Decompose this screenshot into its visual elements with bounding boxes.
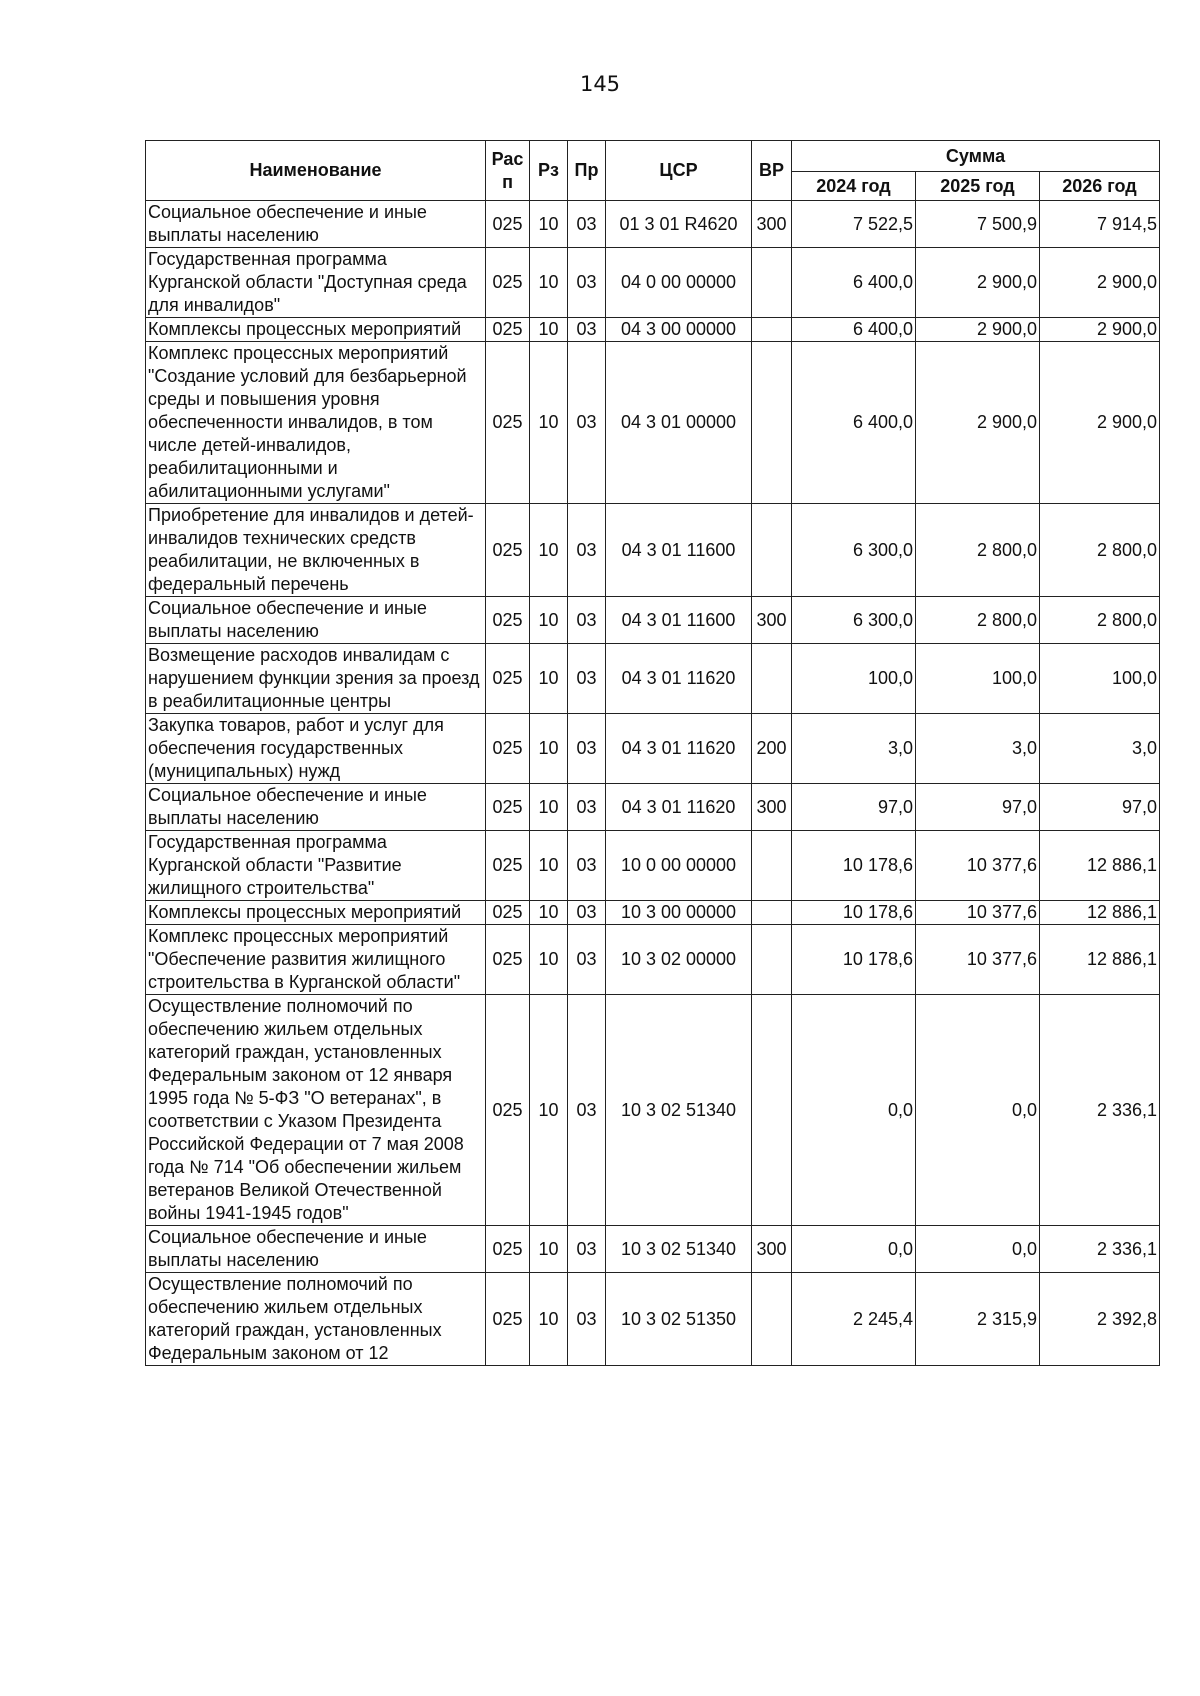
cell-csr: 04 3 01 00000 (606, 342, 752, 504)
cell-2025: 0,0 (916, 1226, 1040, 1273)
cell-2024: 0,0 (792, 995, 916, 1226)
cell-rz: 10 (530, 201, 568, 248)
cell-name: Социальное обеспечение и иные выплаты населению (146, 784, 486, 831)
cell-2026: 2 900,0 (1040, 248, 1160, 318)
cell-name: Социальное обеспечение и иные выплаты населению (146, 597, 486, 644)
cell-2024: 10 178,6 (792, 925, 916, 995)
cell-rasp: 025 (486, 342, 530, 504)
cell-2025: 2 315,9 (916, 1273, 1040, 1366)
cell-pr: 03 (568, 644, 606, 714)
cell-vr (752, 342, 792, 504)
cell-pr: 03 (568, 504, 606, 597)
cell-pr: 03 (568, 901, 606, 925)
cell-name: Социальное обеспечение и иные выплаты населению (146, 201, 486, 248)
cell-2026: 3,0 (1040, 714, 1160, 784)
cell-2024: 6 300,0 (792, 504, 916, 597)
cell-pr: 03 (568, 714, 606, 784)
cell-name: Осуществление полномочий по обеспечению жильем отдельных категорий граждан, установленных Федеральным законом от 12 (146, 1273, 486, 1366)
cell-rasp: 025 (486, 318, 530, 342)
cell-rasp: 025 (486, 901, 530, 925)
cell-2025: 7 500,9 (916, 201, 1040, 248)
cell-2025: 2 900,0 (916, 248, 1040, 318)
table-row (146, 201, 1160, 248)
cell-rasp: 025 (486, 504, 530, 597)
cell-csr: 01 3 01 R4620 (606, 201, 752, 248)
table-row (146, 644, 1160, 714)
cell-2025: 0,0 (916, 995, 1040, 1226)
cell-name: Закупка товаров, работ и услуг для обеспечения государственных (муниципальных) нужд (146, 714, 486, 784)
cell-vr (752, 995, 792, 1226)
cell-csr: 04 3 01 11620 (606, 784, 752, 831)
cell-csr: 10 3 00 00000 (606, 901, 752, 925)
header-rasp: Рас п (486, 141, 530, 201)
budget-table (145, 140, 1160, 1366)
cell-2024: 7 522,5 (792, 201, 916, 248)
cell-2026: 2 336,1 (1040, 995, 1160, 1226)
cell-vr: 300 (752, 784, 792, 831)
cell-name: Осуществление полномочий по обеспечению жильем отдельных категорий граждан, установленных Федеральным законом от 12 января 1995 года № 5-ФЗ "О ветеранах", в соответствии с Указом Президента Российской Федерации от 7 мая 2008 года № 714 "Об обеспечении жильем ветеранов Великой Отечественной войны 1941-1945 годов" (146, 995, 486, 1226)
cell-csr: 10 3 02 51350 (606, 1273, 752, 1366)
page-number: 145 (579, 72, 621, 96)
cell-vr (752, 644, 792, 714)
cell-pr: 03 (568, 342, 606, 504)
table-row (146, 784, 1160, 831)
cell-rz: 10 (530, 925, 568, 995)
cell-rz: 10 (530, 597, 568, 644)
cell-csr: 04 3 01 11620 (606, 644, 752, 714)
cell-name: Комплекс процессных мероприятий "Создание условий для безбарьерной среды и повышения уровня обеспеченности инвалидов, в том числе детей-инвалидов, реабилитационными и абилитационными услугами" (146, 342, 486, 504)
cell-csr: 10 3 02 51340 (606, 995, 752, 1226)
cell-rz: 10 (530, 901, 568, 925)
cell-2025: 10 377,6 (916, 925, 1040, 995)
table-row (146, 831, 1160, 901)
header-year-2024: 2024 год (792, 172, 916, 201)
header-name: Наименование (146, 141, 486, 201)
header-year-2026: 2026 год (1040, 172, 1160, 201)
header-rz: Рз (530, 141, 568, 201)
cell-rz: 10 (530, 504, 568, 597)
cell-rasp: 025 (486, 201, 530, 248)
cell-pr: 03 (568, 995, 606, 1226)
cell-csr: 10 0 00 00000 (606, 831, 752, 901)
cell-2026: 97,0 (1040, 784, 1160, 831)
cell-2026: 12 886,1 (1040, 925, 1160, 995)
cell-vr (752, 925, 792, 995)
table-row (146, 925, 1160, 995)
cell-rasp: 025 (486, 995, 530, 1226)
cell-rasp: 025 (486, 831, 530, 901)
table-row (146, 342, 1160, 504)
cell-rasp: 025 (486, 1273, 530, 1366)
cell-2026: 2 800,0 (1040, 597, 1160, 644)
cell-rz: 10 (530, 995, 568, 1226)
table-row (146, 714, 1160, 784)
cell-csr: 04 3 01 11600 (606, 597, 752, 644)
cell-2025: 3,0 (916, 714, 1040, 784)
cell-vr (752, 504, 792, 597)
cell-pr: 03 (568, 1226, 606, 1273)
cell-2026: 2 900,0 (1040, 318, 1160, 342)
cell-2024: 6 300,0 (792, 597, 916, 644)
cell-pr: 03 (568, 925, 606, 995)
cell-2026: 7 914,5 (1040, 201, 1160, 248)
cell-rz: 10 (530, 248, 568, 318)
cell-2024: 6 400,0 (792, 248, 916, 318)
cell-vr (752, 248, 792, 318)
cell-vr (752, 1273, 792, 1366)
cell-2024: 6 400,0 (792, 342, 916, 504)
cell-vr (752, 318, 792, 342)
cell-vr (752, 901, 792, 925)
cell-vr (752, 831, 792, 901)
cell-csr: 04 0 00 00000 (606, 248, 752, 318)
table-body (146, 201, 1160, 1366)
cell-2026: 2 392,8 (1040, 1273, 1160, 1366)
header-vr: ВР (752, 141, 792, 201)
cell-name: Приобретение для инвалидов и детей-инвалидов технических средств реабилитации, не включенных в федеральный перечень (146, 504, 486, 597)
header-sum: Сумма (792, 141, 1160, 172)
header-year-2025: 2025 год (916, 172, 1040, 201)
cell-2025: 2 900,0 (916, 342, 1040, 504)
cell-rasp: 025 (486, 1226, 530, 1273)
cell-2026: 2 336,1 (1040, 1226, 1160, 1273)
cell-csr: 10 3 02 00000 (606, 925, 752, 995)
cell-csr: 10 3 02 51340 (606, 1226, 752, 1273)
table-row (146, 318, 1160, 342)
table-row (146, 1273, 1160, 1366)
cell-rasp: 025 (486, 644, 530, 714)
cell-pr: 03 (568, 831, 606, 901)
cell-name: Государственная программа Курганской области "Доступная среда для инвалидов" (146, 248, 486, 318)
cell-csr: 04 3 01 11600 (606, 504, 752, 597)
cell-2026: 2 900,0 (1040, 342, 1160, 504)
table-row (146, 597, 1160, 644)
cell-rasp: 025 (486, 925, 530, 995)
cell-name: Комплекс процессных мероприятий "Обеспечение развития жилищного строительства в Курганской области" (146, 925, 486, 995)
cell-rasp: 025 (486, 784, 530, 831)
cell-2024: 2 245,4 (792, 1273, 916, 1366)
cell-2024: 100,0 (792, 644, 916, 714)
cell-csr: 04 3 01 11620 (606, 714, 752, 784)
cell-2026: 2 800,0 (1040, 504, 1160, 597)
cell-2025: 2 800,0 (916, 597, 1040, 644)
cell-2026: 12 886,1 (1040, 901, 1160, 925)
header-csr: ЦСР (606, 141, 752, 201)
cell-vr: 200 (752, 714, 792, 784)
cell-2025: 97,0 (916, 784, 1040, 831)
cell-name: Социальное обеспечение и иные выплаты населению (146, 1226, 486, 1273)
cell-pr: 03 (568, 1273, 606, 1366)
cell-2026: 12 886,1 (1040, 831, 1160, 901)
cell-vr: 300 (752, 1226, 792, 1273)
cell-2025: 10 377,6 (916, 831, 1040, 901)
cell-2024: 10 178,6 (792, 831, 916, 901)
cell-2024: 3,0 (792, 714, 916, 784)
cell-name: Комплексы процессных мероприятий (146, 318, 486, 342)
cell-pr: 03 (568, 201, 606, 248)
cell-rasp: 025 (486, 714, 530, 784)
cell-2025: 10 377,6 (916, 901, 1040, 925)
cell-csr: 04 3 00 00000 (606, 318, 752, 342)
cell-vr: 300 (752, 201, 792, 248)
cell-rz: 10 (530, 831, 568, 901)
table-row (146, 504, 1160, 597)
cell-2024: 97,0 (792, 784, 916, 831)
cell-rasp: 025 (486, 597, 530, 644)
header-pr: Пр (568, 141, 606, 201)
cell-2024: 6 400,0 (792, 318, 916, 342)
cell-pr: 03 (568, 597, 606, 644)
table-row (146, 1226, 1160, 1273)
cell-name: Возмещение расходов инвалидам с нарушением функции зрения за проезд в реабилитационные центры (146, 644, 486, 714)
cell-rz: 10 (530, 714, 568, 784)
table-row (146, 248, 1160, 318)
cell-rz: 10 (530, 1273, 568, 1366)
cell-2025: 2 900,0 (916, 318, 1040, 342)
cell-2024: 0,0 (792, 1226, 916, 1273)
cell-rz: 10 (530, 644, 568, 714)
cell-2024: 10 178,6 (792, 901, 916, 925)
cell-name: Государственная программа Курганской области "Развитие жилищного строительства" (146, 831, 486, 901)
table-row (146, 901, 1160, 925)
cell-rz: 10 (530, 784, 568, 831)
table-row (146, 995, 1160, 1226)
cell-2026: 100,0 (1040, 644, 1160, 714)
cell-rz: 10 (530, 318, 568, 342)
cell-2025: 100,0 (916, 644, 1040, 714)
cell-rz: 10 (530, 342, 568, 504)
cell-pr: 03 (568, 784, 606, 831)
cell-rasp: 025 (486, 248, 530, 318)
cell-vr: 300 (752, 597, 792, 644)
cell-2025: 2 800,0 (916, 504, 1040, 597)
cell-name: Комплексы процессных мероприятий (146, 901, 486, 925)
cell-pr: 03 (568, 318, 606, 342)
cell-pr: 03 (568, 248, 606, 318)
cell-rz: 10 (530, 1226, 568, 1273)
